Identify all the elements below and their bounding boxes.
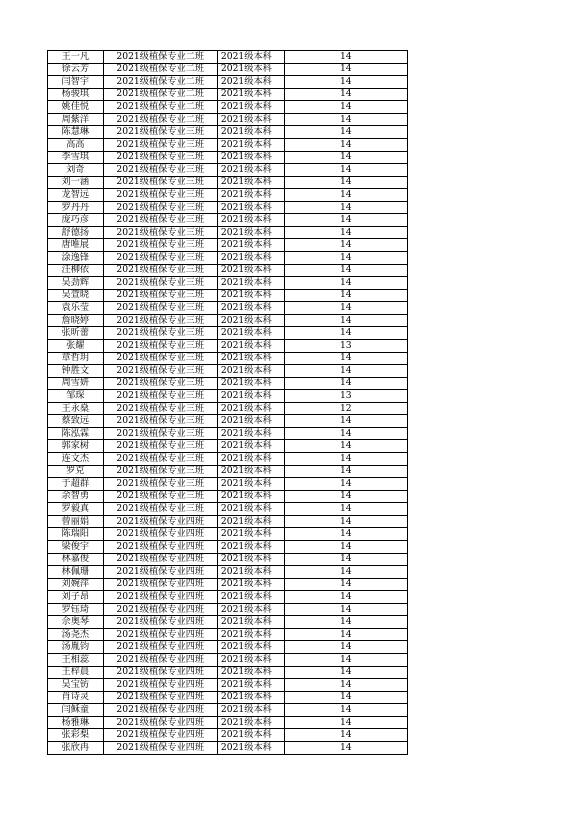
grade-cell: 2021级本科 — [217, 654, 284, 667]
score-cell: 14 — [284, 264, 407, 277]
class-cell: 2021级植保专业四班 — [103, 679, 217, 692]
table-row — [48, 51, 408, 64]
table-row — [48, 679, 408, 692]
table-row — [48, 515, 408, 528]
class-cell: 2021级植保专业四班 — [103, 641, 217, 654]
score-cell: 14 — [284, 691, 407, 704]
class-cell: 2021级植保专业四班 — [103, 553, 217, 566]
score-cell: 14 — [284, 101, 407, 114]
class-cell: 2021级植保专业三班 — [103, 126, 217, 139]
student-score-table — [47, 50, 408, 755]
grade-cell: 2021级本科 — [217, 339, 284, 352]
student-name-cell: 于超群 — [48, 478, 104, 491]
score-cell: 14 — [284, 704, 407, 717]
student-name-cell: 林嘉俊 — [48, 553, 104, 566]
class-cell: 2021级植保专业四班 — [103, 528, 217, 541]
class-cell: 2021级植保专业三班 — [103, 465, 217, 478]
student-name-cell: 梁俊宇 — [48, 540, 104, 553]
grade-cell: 2021级本科 — [217, 151, 284, 164]
class-cell: 2021级植保专业三班 — [103, 390, 217, 403]
score-cell: 14 — [284, 603, 407, 616]
class-cell: 2021级植保专业三班 — [103, 314, 217, 327]
grade-cell: 2021级本科 — [217, 566, 284, 579]
score-cell: 14 — [284, 314, 407, 327]
score-cell: 14 — [284, 741, 407, 754]
student-name-cell: 汤胤钧 — [48, 641, 104, 654]
class-cell: 2021级植保专业三班 — [103, 226, 217, 239]
score-cell: 14 — [284, 679, 407, 692]
class-cell: 2021级植保专业四班 — [103, 603, 217, 616]
class-cell: 2021级植保专业三班 — [103, 352, 217, 365]
table-row — [48, 465, 408, 478]
grade-cell: 2021级本科 — [217, 226, 284, 239]
class-cell: 2021级植保专业三班 — [103, 264, 217, 277]
grade-cell: 2021级本科 — [217, 478, 284, 491]
student-name-cell: 佘奥琴 — [48, 616, 104, 629]
table-row — [48, 716, 408, 729]
grade-cell: 2021级本科 — [217, 302, 284, 315]
score-cell: 14 — [284, 88, 407, 101]
table-row — [48, 540, 408, 553]
score-cell: 14 — [284, 176, 407, 189]
student-name-cell: 刘奇 — [48, 164, 104, 177]
student-name-cell: 曾丽娟 — [48, 515, 104, 528]
score-cell: 14 — [284, 51, 407, 64]
grade-cell: 2021级本科 — [217, 314, 284, 327]
grade-cell: 2021级本科 — [217, 553, 284, 566]
score-cell: 14 — [284, 654, 407, 667]
student-name-cell: 刘子昂 — [48, 591, 104, 604]
grade-cell: 2021级本科 — [217, 352, 284, 365]
student-name-cell: 郭家树 — [48, 440, 104, 453]
table-row — [48, 578, 408, 591]
student-name-cell: 连文杰 — [48, 453, 104, 466]
table-row — [48, 603, 408, 616]
score-cell: 14 — [284, 327, 407, 340]
grade-cell: 2021级本科 — [217, 402, 284, 415]
table-row — [48, 289, 408, 302]
score-cell: 14 — [284, 566, 407, 579]
student-name-cell: 钟胜文 — [48, 365, 104, 378]
score-cell: 14 — [284, 540, 407, 553]
student-name-cell: 陈泓霖 — [48, 427, 104, 440]
grade-cell: 2021级本科 — [217, 691, 284, 704]
class-cell: 2021级植保专业四班 — [103, 515, 217, 528]
class-cell: 2021级植保专业三班 — [103, 402, 217, 415]
table-row — [48, 189, 408, 202]
table-row — [48, 101, 408, 114]
table-row — [48, 691, 408, 704]
student-name-cell: 罗毅真 — [48, 503, 104, 516]
student-name-cell: 涂逸锋 — [48, 252, 104, 265]
class-cell: 2021级植保专业四班 — [103, 691, 217, 704]
class-cell: 2021级植保专业三班 — [103, 151, 217, 164]
score-cell: 14 — [284, 277, 407, 290]
student-name-cell: 王永燊 — [48, 402, 104, 415]
score-cell: 14 — [284, 616, 407, 629]
score-cell: 14 — [284, 289, 407, 302]
student-name-cell: 袁乐莹 — [48, 302, 104, 315]
grade-cell: 2021级本科 — [217, 51, 284, 64]
table-row — [48, 440, 408, 453]
class-cell: 2021级植保专业三班 — [103, 189, 217, 202]
class-cell: 2021级植保专业三班 — [103, 302, 217, 315]
grade-cell: 2021级本科 — [217, 390, 284, 403]
class-cell: 2021级植保专业三班 — [103, 252, 217, 265]
class-cell: 2021级植保专业二班 — [103, 88, 217, 101]
grade-cell: 2021级本科 — [217, 490, 284, 503]
grade-cell: 2021级本科 — [217, 641, 284, 654]
table-row — [48, 390, 408, 403]
score-cell: 14 — [284, 628, 407, 641]
grade-cell: 2021级本科 — [217, 528, 284, 541]
student-name-cell: 庞巧彦 — [48, 214, 104, 227]
class-cell: 2021级植保专业四班 — [103, 654, 217, 667]
grade-cell: 2021级本科 — [217, 277, 284, 290]
table-row — [48, 616, 408, 629]
class-cell: 2021级植保专业三班 — [103, 164, 217, 177]
grade-cell: 2021级本科 — [217, 138, 284, 151]
class-cell: 2021级植保专业三班 — [103, 415, 217, 428]
grade-cell: 2021级本科 — [217, 189, 284, 202]
student-name-cell: 姚佳悦 — [48, 101, 104, 114]
grade-cell: 2021级本科 — [217, 88, 284, 101]
table-row — [48, 264, 408, 277]
class-cell: 2021级植保专业三班 — [103, 214, 217, 227]
score-cell: 14 — [284, 151, 407, 164]
score-cell: 14 — [284, 578, 407, 591]
score-cell: 12 — [284, 402, 407, 415]
table-row — [48, 151, 408, 164]
class-cell: 2021级植保专业二班 — [103, 113, 217, 126]
table-row — [48, 214, 408, 227]
student-name-cell: 陈瑞阳 — [48, 528, 104, 541]
grade-cell: 2021级本科 — [217, 63, 284, 76]
score-cell: 14 — [284, 528, 407, 541]
class-cell: 2021级植保专业四班 — [103, 578, 217, 591]
score-cell: 14 — [284, 239, 407, 252]
score-cell: 14 — [284, 716, 407, 729]
score-cell: 14 — [284, 189, 407, 202]
grade-cell: 2021级本科 — [217, 578, 284, 591]
student-name-cell: 刘婉萍 — [48, 578, 104, 591]
student-name-cell: 陈慧琳 — [48, 126, 104, 139]
score-cell: 14 — [284, 63, 407, 76]
grade-cell: 2021级本科 — [217, 164, 284, 177]
grade-cell: 2021级本科 — [217, 289, 284, 302]
class-cell: 2021级植保专业四班 — [103, 741, 217, 754]
table-row — [48, 553, 408, 566]
class-cell: 2021级植保专业三班 — [103, 327, 217, 340]
student-name-cell: 蔡致远 — [48, 415, 104, 428]
table-row — [48, 252, 408, 265]
student-name-cell: 李雪琪 — [48, 151, 104, 164]
table-row — [48, 729, 408, 742]
student-name-cell: 周紫洋 — [48, 113, 104, 126]
class-cell: 2021级植保专业四班 — [103, 566, 217, 579]
student-name-cell: 徐云芳 — [48, 63, 104, 76]
grade-cell: 2021级本科 — [217, 453, 284, 466]
score-cell: 14 — [284, 415, 407, 428]
grade-cell: 2021级本科 — [217, 113, 284, 126]
score-cell: 14 — [284, 138, 407, 151]
student-name-cell: 王一凡 — [48, 51, 104, 64]
class-cell: 2021级植保专业三班 — [103, 339, 217, 352]
grade-cell: 2021级本科 — [217, 716, 284, 729]
student-name-cell: 吴宝钫 — [48, 679, 104, 692]
grade-cell: 2021级本科 — [217, 515, 284, 528]
table-row — [48, 302, 408, 315]
grade-cell: 2021级本科 — [217, 729, 284, 742]
score-cell: 14 — [284, 465, 407, 478]
table-row — [48, 566, 408, 579]
student-name-cell: 王相蕊 — [48, 654, 104, 667]
grade-cell: 2021级本科 — [217, 465, 284, 478]
table-row — [48, 113, 408, 126]
grade-cell: 2021级本科 — [217, 327, 284, 340]
score-cell: 14 — [284, 515, 407, 528]
grade-cell: 2021级本科 — [217, 603, 284, 616]
student-name-cell: 杨骏琪 — [48, 88, 104, 101]
table-row — [48, 164, 408, 177]
student-name-cell: 张彩梨 — [48, 729, 104, 742]
student-name-cell: 高高 — [48, 138, 104, 151]
table-row — [48, 741, 408, 754]
class-cell: 2021级植保专业四班 — [103, 716, 217, 729]
score-cell: 14 — [284, 352, 407, 365]
student-name-cell: 张耀 — [48, 339, 104, 352]
table-row — [48, 402, 408, 415]
score-cell: 14 — [284, 302, 407, 315]
grade-cell: 2021级本科 — [217, 101, 284, 114]
score-cell: 14 — [284, 503, 407, 516]
class-cell: 2021级植保专业四班 — [103, 616, 217, 629]
table-row — [48, 591, 408, 604]
class-cell: 2021级植保专业二班 — [103, 51, 217, 64]
score-cell: 14 — [284, 666, 407, 679]
student-name-cell: 舒德扬 — [48, 226, 104, 239]
table-row — [48, 126, 408, 139]
student-name-cell: 刘一涵 — [48, 176, 104, 189]
class-cell: 2021级植保专业四班 — [103, 704, 217, 717]
student-name-cell: 林佩珊 — [48, 566, 104, 579]
score-cell: 14 — [284, 76, 407, 89]
score-cell: 13 — [284, 390, 407, 403]
table-row — [48, 239, 408, 252]
table-row — [48, 327, 408, 340]
class-cell: 2021级植保专业二班 — [103, 76, 217, 89]
student-name-cell: 罗丹丹 — [48, 201, 104, 214]
grade-cell: 2021级本科 — [217, 377, 284, 390]
score-cell: 14 — [284, 252, 407, 265]
table-row — [48, 666, 408, 679]
class-cell: 2021级植保专业二班 — [103, 63, 217, 76]
grade-cell: 2021级本科 — [217, 264, 284, 277]
grade-cell: 2021级本科 — [217, 239, 284, 252]
table-row — [48, 478, 408, 491]
grade-cell: 2021级本科 — [217, 201, 284, 214]
score-cell: 14 — [284, 214, 407, 227]
score-cell: 14 — [284, 113, 407, 126]
table-row — [48, 226, 408, 239]
student-name-cell: 杨雅琳 — [48, 716, 104, 729]
score-cell: 14 — [284, 729, 407, 742]
grade-cell: 2021级本科 — [217, 214, 284, 227]
student-name-cell: 詹晓婷 — [48, 314, 104, 327]
class-cell: 2021级植保专业三班 — [103, 201, 217, 214]
grade-cell: 2021级本科 — [217, 628, 284, 641]
student-name-cell: 肖诗灵 — [48, 691, 104, 704]
score-cell: 14 — [284, 641, 407, 654]
table-row — [48, 339, 408, 352]
score-cell: 13 — [284, 339, 407, 352]
table-row — [48, 654, 408, 667]
class-cell: 2021级植保专业二班 — [103, 101, 217, 114]
student-name-cell: 周雪妍 — [48, 377, 104, 390]
table-row — [48, 201, 408, 214]
table-row — [48, 453, 408, 466]
class-cell: 2021级植保专业三班 — [103, 377, 217, 390]
table-row — [48, 352, 408, 365]
table-row — [48, 503, 408, 516]
class-cell: 2021级植保专业三班 — [103, 490, 217, 503]
grade-cell: 2021级本科 — [217, 365, 284, 378]
score-cell: 14 — [284, 365, 407, 378]
student-name-cell: 汪柳依 — [48, 264, 104, 277]
grade-cell: 2021级本科 — [217, 591, 284, 604]
table-row — [48, 628, 408, 641]
student-name-cell: 闫稣童 — [48, 704, 104, 717]
student-name-cell: 吴劲辉 — [48, 277, 104, 290]
grade-cell: 2021级本科 — [217, 252, 284, 265]
grade-cell: 2021级本科 — [217, 679, 284, 692]
table-row — [48, 88, 408, 101]
table-body — [48, 51, 408, 755]
table-row — [48, 277, 408, 290]
student-name-cell: 王梓晨 — [48, 666, 104, 679]
table-row — [48, 138, 408, 151]
student-name-cell: 张昕蕾 — [48, 327, 104, 340]
score-cell: 14 — [284, 164, 407, 177]
score-cell: 14 — [284, 453, 407, 466]
score-cell: 14 — [284, 478, 407, 491]
grade-cell: 2021级本科 — [217, 503, 284, 516]
class-cell: 2021级植保专业三班 — [103, 138, 217, 151]
class-cell: 2021级植保专业四班 — [103, 729, 217, 742]
table-row — [48, 528, 408, 541]
class-cell: 2021级植保专业三班 — [103, 453, 217, 466]
grade-cell: 2021级本科 — [217, 666, 284, 679]
table-row — [48, 377, 408, 390]
student-name-cell: 唐唯展 — [48, 239, 104, 252]
table-row — [48, 427, 408, 440]
grade-cell: 2021级本科 — [217, 427, 284, 440]
class-cell: 2021级植保专业三班 — [103, 427, 217, 440]
table-row — [48, 63, 408, 76]
student-name-cell: 余智勇 — [48, 490, 104, 503]
student-name-cell: 罗钰琦 — [48, 603, 104, 616]
score-cell: 14 — [284, 591, 407, 604]
class-cell: 2021级植保专业四班 — [103, 591, 217, 604]
class-cell: 2021级植保专业四班 — [103, 628, 217, 641]
score-cell: 14 — [284, 377, 407, 390]
grade-cell: 2021级本科 — [217, 440, 284, 453]
student-name-cell: 闫智宇 — [48, 76, 104, 89]
table-row — [48, 415, 408, 428]
student-name-cell: 汤尧杰 — [48, 628, 104, 641]
class-cell: 2021级植保专业三班 — [103, 478, 217, 491]
score-cell: 14 — [284, 126, 407, 139]
class-cell: 2021级植保专业四班 — [103, 666, 217, 679]
table-row — [48, 76, 408, 89]
class-cell: 2021级植保专业三班 — [103, 503, 217, 516]
grade-cell: 2021级本科 — [217, 540, 284, 553]
grade-cell: 2021级本科 — [217, 415, 284, 428]
student-name-cell: 吴萱晓 — [48, 289, 104, 302]
score-cell: 14 — [284, 553, 407, 566]
class-cell: 2021级植保专业三班 — [103, 365, 217, 378]
score-cell: 14 — [284, 226, 407, 239]
student-name-cell: 邹琛 — [48, 390, 104, 403]
table-row — [48, 365, 408, 378]
class-cell: 2021级植保专业四班 — [103, 540, 217, 553]
class-cell: 2021级植保专业三班 — [103, 289, 217, 302]
table-row — [48, 641, 408, 654]
class-cell: 2021级植保专业三班 — [103, 176, 217, 189]
grade-cell: 2021级本科 — [217, 704, 284, 717]
class-cell: 2021级植保专业三班 — [103, 277, 217, 290]
student-name-cell: 罗克 — [48, 465, 104, 478]
table-row — [48, 490, 408, 503]
table-row — [48, 176, 408, 189]
student-name-cell: 龙智远 — [48, 189, 104, 202]
score-cell: 14 — [284, 490, 407, 503]
class-cell: 2021级植保专业三班 — [103, 239, 217, 252]
grade-cell: 2021级本科 — [217, 176, 284, 189]
student-name-cell: 章哲玥 — [48, 352, 104, 365]
score-cell: 14 — [284, 427, 407, 440]
score-cell: 14 — [284, 440, 407, 453]
grade-cell: 2021级本科 — [217, 616, 284, 629]
grade-cell: 2021级本科 — [217, 76, 284, 89]
table-row — [48, 314, 408, 327]
student-name-cell: 张欣冉 — [48, 741, 104, 754]
grade-cell: 2021级本科 — [217, 126, 284, 139]
table-row — [48, 704, 408, 717]
score-cell: 14 — [284, 201, 407, 214]
grade-cell: 2021级本科 — [217, 741, 284, 754]
class-cell: 2021级植保专业三班 — [103, 440, 217, 453]
